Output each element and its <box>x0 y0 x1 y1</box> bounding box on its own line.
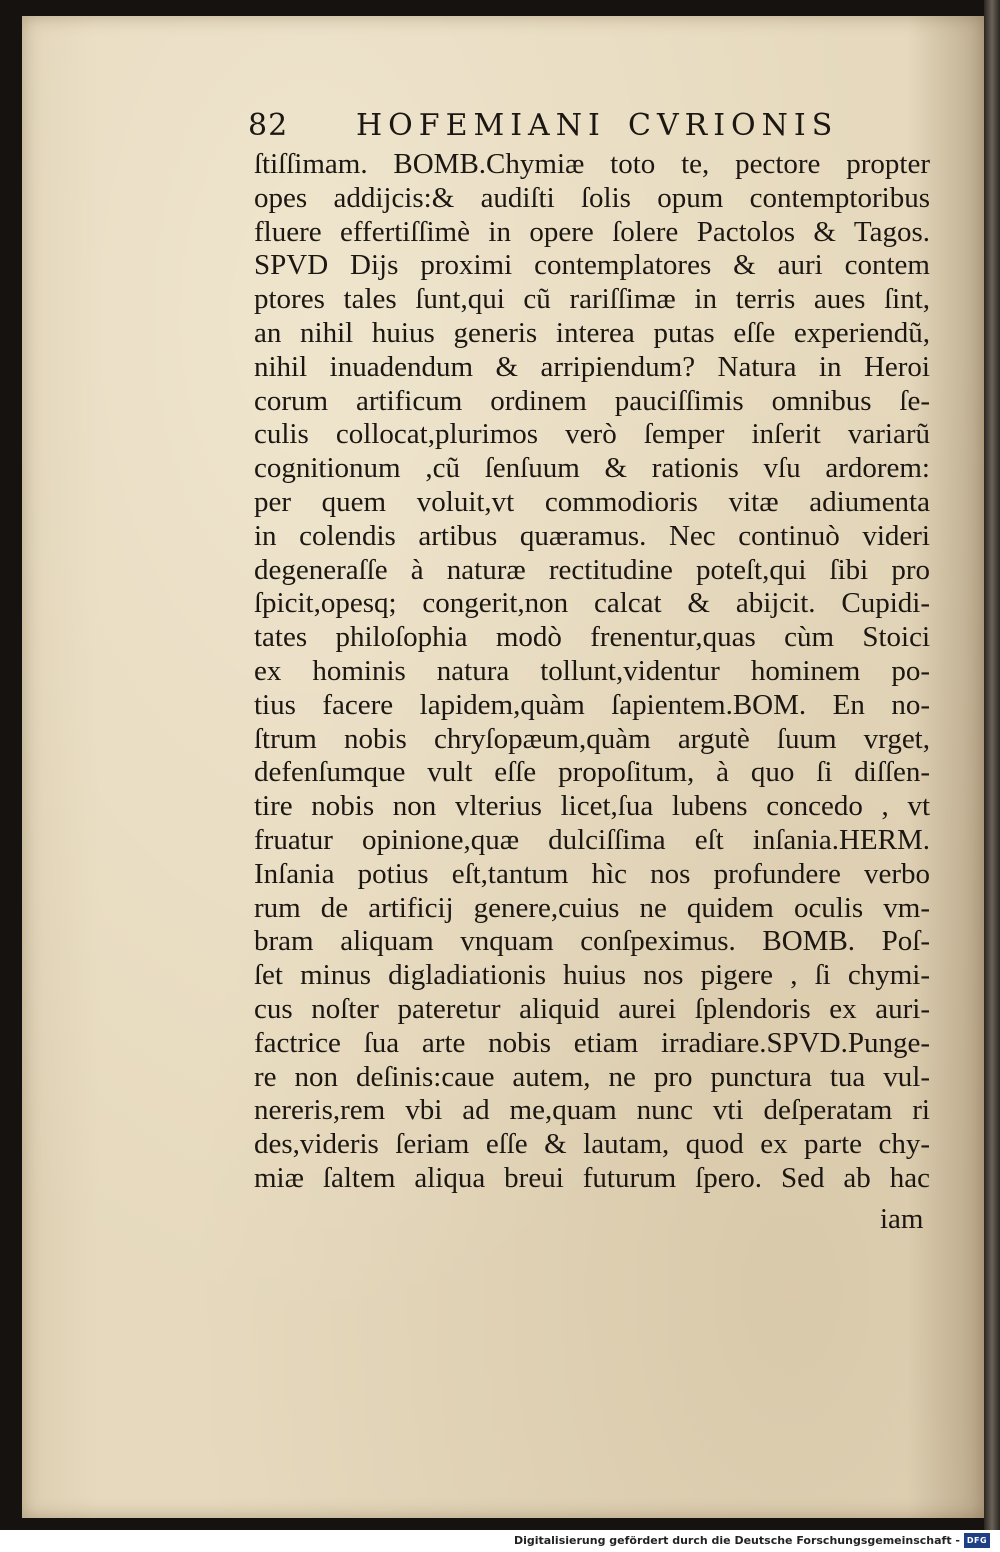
text-line: nihil inuadendum & arripiendum? Natura in Heroi <box>254 350 930 383</box>
text-line: ſtiſſimam. BOMB.Chymiæ toto te, pectore propter <box>254 148 930 180</box>
text-line: re non deſinis:caue autem, ne pro punctura tua vul- <box>254 1060 930 1093</box>
text-line: per quem voluit,vt commodioris vitæ adiumenta <box>254 485 930 518</box>
text-line: in colendis artibus quæramus. Nec continuò videri <box>254 519 930 552</box>
text-line: degeneraſſe à naturæ rectitudine poteſt,qui ſibi pro <box>254 553 930 586</box>
text-line: tius facere lapidem,quàm ſapientem.BOM. En no- <box>254 688 930 721</box>
text-line: bram aliquam vnquam conſpeximus. BOMB. Poſ- <box>254 925 930 958</box>
digitization-footer <box>0 1530 1000 1552</box>
text-line: an nihil huius generis interea putas eſſe experiendũ, <box>254 316 930 349</box>
text-line: Inſania potius eſt,tantum hìc nos profundere verbo <box>254 857 930 890</box>
text-line: opes addijcis:& audiſti ſolis opum contemptoribus <box>254 181 930 214</box>
text-line: cus noſter pateretur aliquid aurei ſplendoris ex auri- <box>254 992 930 1025</box>
text-line: ſpicit,opesq; congerit,non calcat & abijcit. Cupidi- <box>254 587 930 620</box>
text-line: fluere effertiſſimè in opere ſolere Pactolos & Tagos. <box>254 215 930 248</box>
text-line: ſet minus digladiationis huius nos pigere , ſi chymi- <box>254 959 930 992</box>
text-line: defenſumque vult eſſe propoſitum, à quo ſi diſſen- <box>254 756 930 789</box>
text-line: nereris,rem vbi ad me,quam nunc vti deſperatam ri <box>254 1094 930 1127</box>
text-line: rum de artificij genere,cuius ne quidem oculis vm- <box>254 891 930 924</box>
text-line: ſtrum nobis chryſopæum,quàm argutè ſuum vrget, <box>254 722 930 755</box>
text-line: des,videris ſeriam eſſe & lautam, quod ex parte chy- <box>254 1128 930 1161</box>
text-line: culis collocat,plurimos verò ſemper inſerit variarũ <box>254 418 930 451</box>
page-number: 82 <box>248 108 289 143</box>
text-line: ptores tales ſunt,qui cũ rariſſimæ in terris aues ſint, <box>254 283 930 316</box>
body-text-block <box>254 148 930 1196</box>
text-line: miæ ſaltem aliqua breui futurum ſpero. Sed ab hac <box>254 1161 930 1194</box>
text-line: SPVD Dijs proximi contemplatores & auri contem <box>254 249 930 282</box>
text-line: fruatur opinione,quæ dulciſſima eſt inſania.HERM. <box>254 823 930 856</box>
text-line: cognitionum ,cũ ſenſuum & rationis vſu ardorem: <box>254 452 930 485</box>
text-line: factrice ſua arte nobis etiam irradiare.SPVD.Punge- <box>254 1026 930 1059</box>
text-line: tates philoſophia modò frenentur,quas cùm Stoici <box>254 621 930 654</box>
dfg-logo: DFG <box>964 1533 990 1548</box>
text-line: corum artificum ordinem pauciſſimis omnibus ſe- <box>254 384 930 417</box>
text-line: tire nobis non vlterius licet,ſua lubens concedo , vt <box>254 790 930 823</box>
running-title-name: HOFEMIANI <box>356 108 606 143</box>
book-spine-edge <box>984 0 1000 1530</box>
text-line: ex hominis natura tollunt,videntur hominem po- <box>254 654 930 687</box>
running-head <box>248 108 868 148</box>
funding-credit: Digitalisierung gefördert durch die Deutsche Forschungsgemeinschaft - <box>513 1534 960 1547</box>
catchword: iam <box>880 1203 924 1235</box>
running-title-surname: CVRIONIS <box>628 108 839 143</box>
